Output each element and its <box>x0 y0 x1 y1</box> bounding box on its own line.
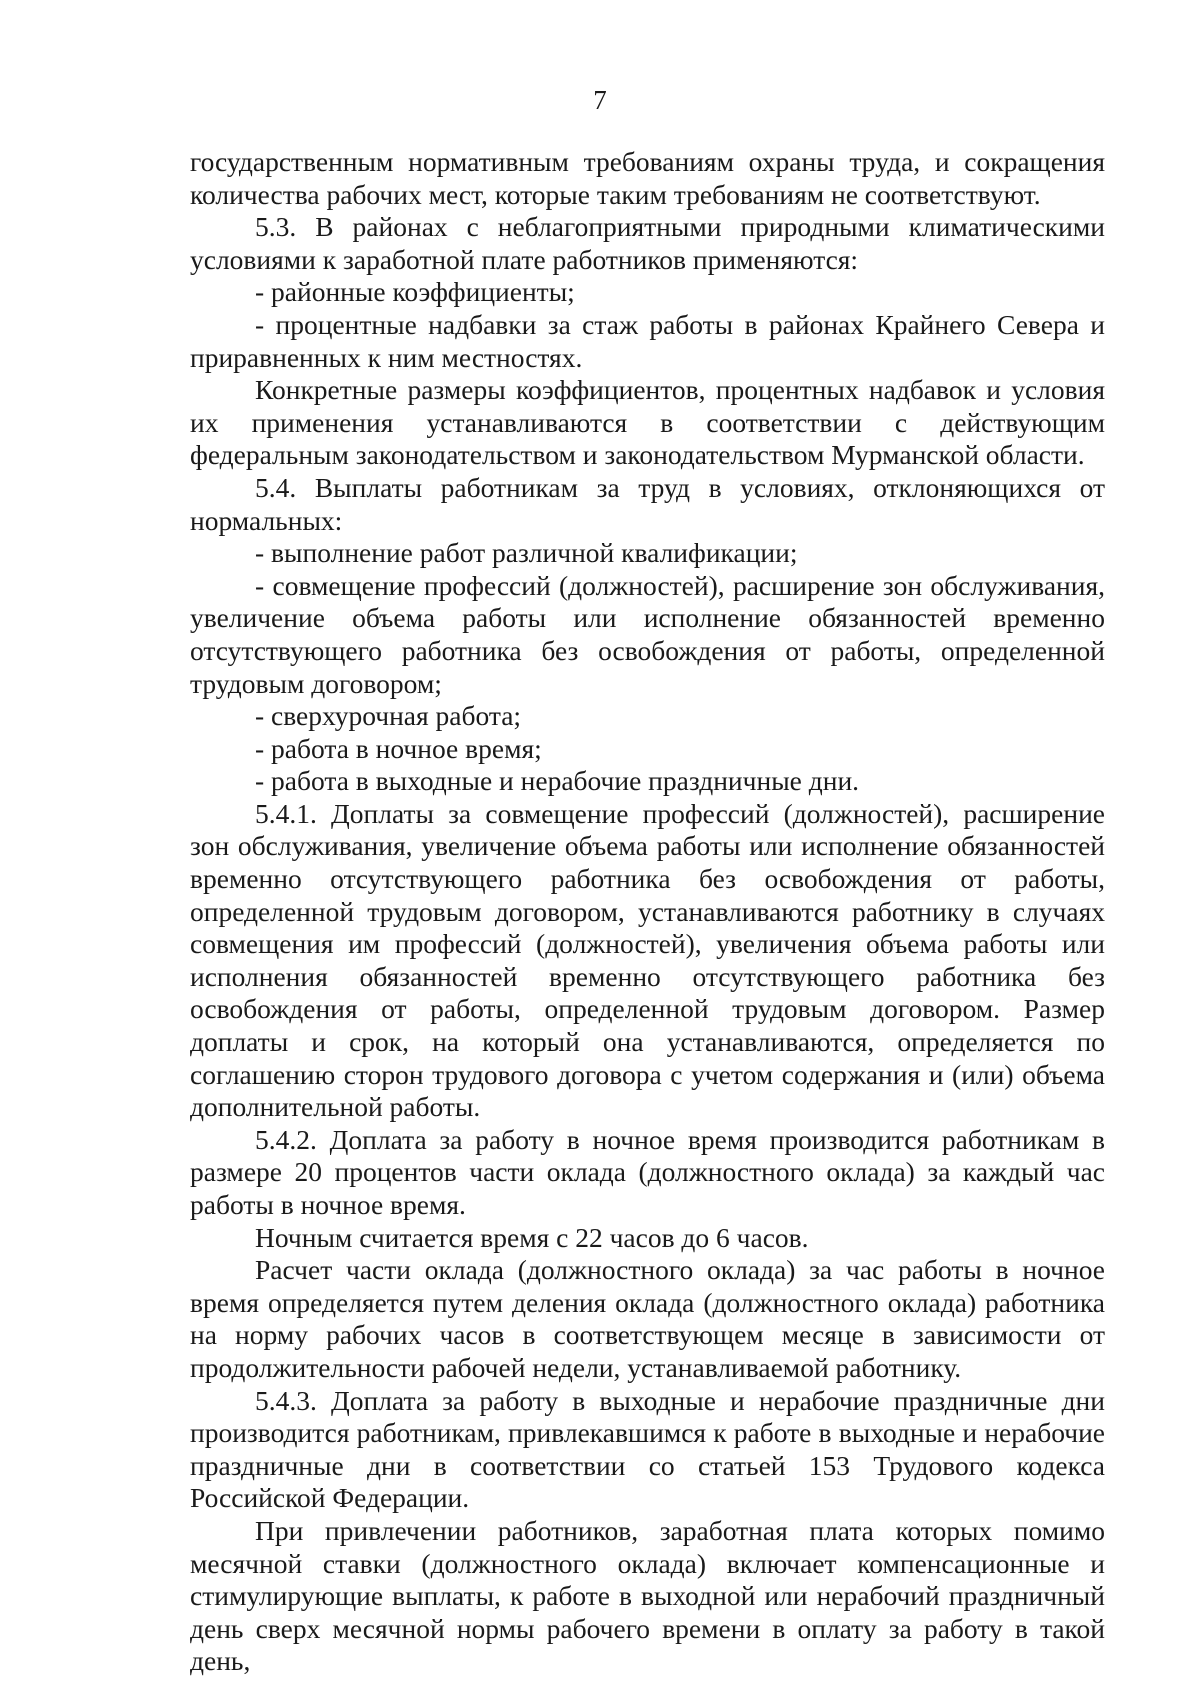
paragraph-night-pay-calculation: Расчет части оклада (должностного оклада) за час работы в ночное время определяется путем деления оклада (должностного оклада) работника на норму рабочих часов в соответствующем месяце в зависимости от продолжительности рабочей недели, устанавливаемой работнику. <box>190 1254 1105 1383</box>
paragraph-5-4-2: 5.4.2. Доплата за работу в ночное время производится работникам в размере 20 процентов части оклада (должностного оклада) за каждый час работы в ночное время. <box>190 1123 1105 1220</box>
list-item-overtime: - сверхурочная работа; <box>255 700 522 732</box>
paragraph-night-time-definition: Ночным считается время с 22 часов до 6 часов. <box>255 1221 809 1253</box>
body-text <box>190 146 1105 1678</box>
paragraph-5-4: 5.4. Выплаты работникам за труд в условиях, отклоняющихся от нормальных: <box>190 471 1105 536</box>
paragraph-5-3: 5.3. В районах с неблагоприятными природными климатическими условиями к заработной плате работников применяются: <box>190 211 1105 275</box>
list-item-northern-allowances: - процентные надбавки за стаж работы в районах Крайнего Севера и приравненных к ним местностях. <box>190 308 1105 373</box>
list-item-night-work: - работа в ночное время; <box>255 732 542 764</box>
list-item-holiday-work: - работа в выходные и нерабочие праздничные дни. <box>255 765 860 797</box>
page-number: 7 <box>593 85 607 115</box>
list-item-regional-coefficients: - районные коэффициенты; <box>255 276 575 308</box>
paragraph-5-4-1: 5.4.1. Доплаты за совмещение профессий (должностей), расширение зон обслуживания, увеличение объема работы или исполнение обязанностей временно отсутствующего работника без освобождения от работы, определенной трудовым договором, устанавливаются работнику в случаях совмещения им профессий (должностей), увеличения объема работы или исполнения обязанностей временно отсутствующего работника без освобождения от работы, определенной трудовым договором. Размер доплаты и срок, на который она устанавливаются, определяется по соглашению сторон трудового договора с учетом содержания и (или) объема дополнительной работы. <box>190 797 1105 1123</box>
paragraph-holiday-pay: При привлечении работников, заработная плата которых помимо месячной ставки (должностного оклада) включает компенсационные и стимулирующие выплаты, к работе в выходной или нерабочий праздничный день сверх месячной нормы рабочего времени в оплату за работу в такой день, <box>190 1514 1105 1677</box>
list-item-combining-professions: - совмещение профессий (должностей), расширение зон обслуживания, увеличение объема работы или исполнение обязанностей временно отсутствующего работника без освобождения от работы, определенной трудовым договором; <box>190 569 1105 699</box>
list-item-qualification-work: - выполнение работ различной квалификации; <box>255 537 798 569</box>
paragraph-coefficient-sizes: Конкретные размеры коэффициентов, процентных надбавок и условия их применения устанавливаются в соответствии с действующим федеральным законодательством и законодательством Мурманской области. <box>190 374 1105 471</box>
paragraph-continuation: государственным нормативным требованиям охраны труда, и сокращения количества рабочих мест, которые таким требованиям не соответствуют. <box>190 146 1105 210</box>
paragraph-5-4-3: 5.4.3. Доплата за работу в выходные и нерабочие праздничные дни производится работникам, привлекавшимся к работе в выходные и нерабочие праздничные дни в соответствии со статьей 153 Трудового кодекса Российской Федерации. <box>190 1384 1105 1514</box>
